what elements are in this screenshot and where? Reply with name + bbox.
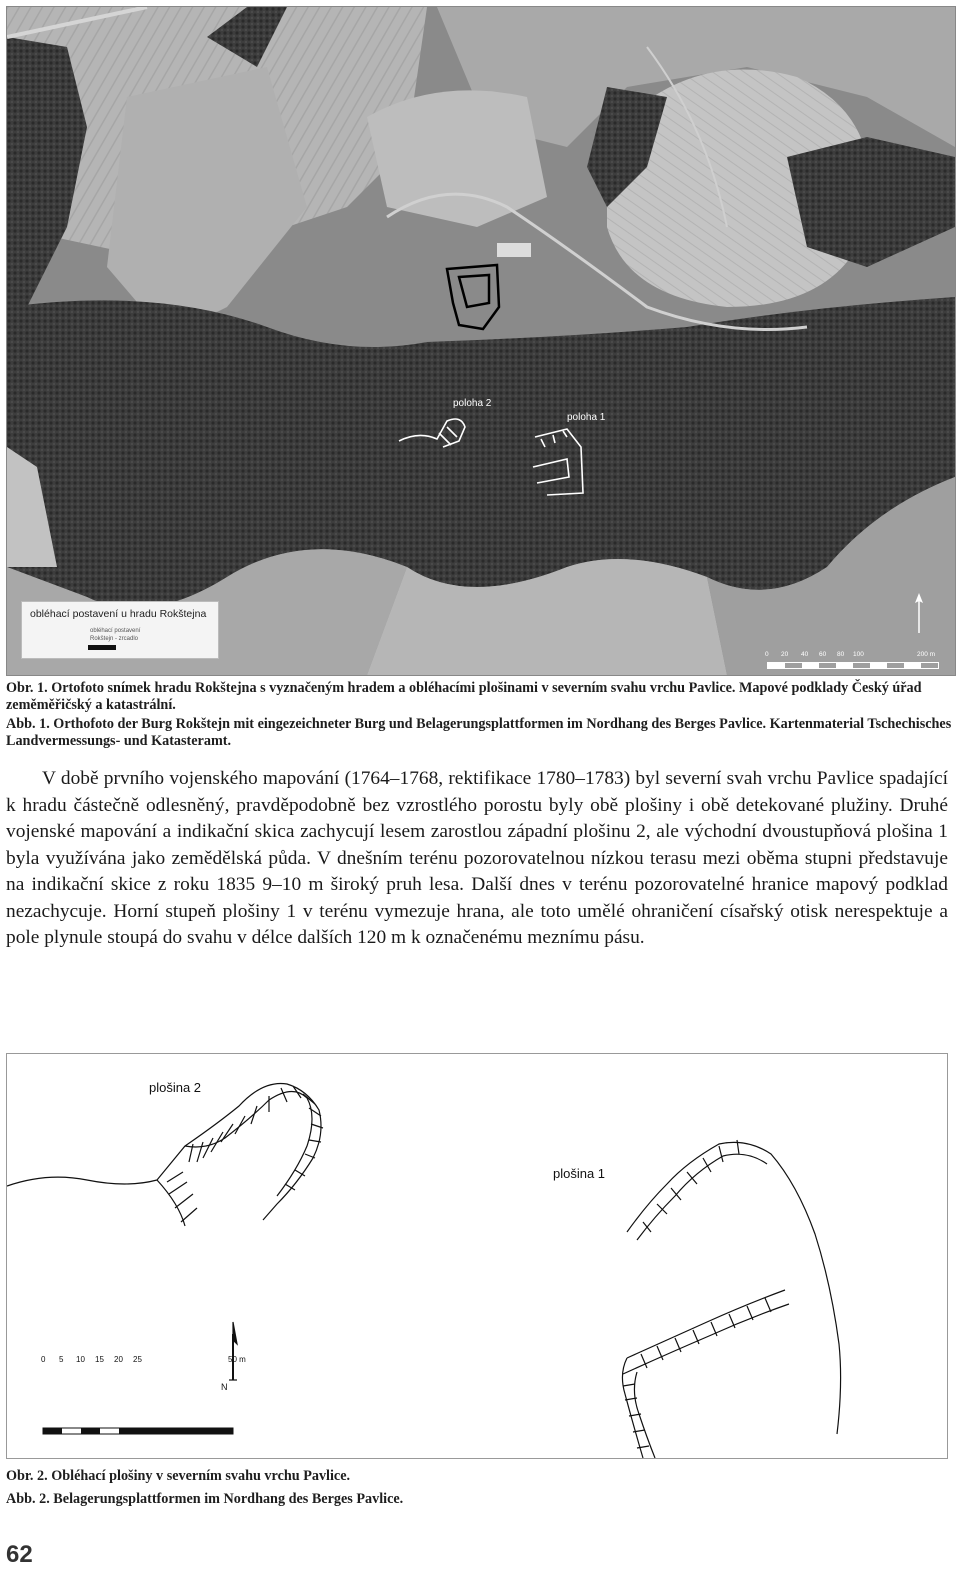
scale-bar xyxy=(765,651,945,673)
scale-tick: 5 xyxy=(59,1355,64,1364)
scale-tick: 20 xyxy=(114,1355,123,1364)
orthophoto-figure xyxy=(6,6,956,676)
scale-tick: 25 xyxy=(133,1355,142,1364)
figure-1-caption-de: Abb. 1. Orthofoto der Burg Rokštejn mit eingezeichneter Burg und Belagerungsplattformen im Nordhang des Berges Pavlice. Kartenmaterial Tschechisches Landvermessungs- und Katasteramt. xyxy=(6,716,952,749)
legend-line-1: obléhací postavení xyxy=(90,628,141,634)
scale-tick: 40 xyxy=(801,651,809,658)
label-plosina-2: plošina 2 xyxy=(149,1080,202,1095)
figure-2-caption-de: Abb. 2. Belagerungsplattformen im Nordhang des Berges Pavlice. xyxy=(6,1491,404,1507)
orthophoto-image xyxy=(7,7,955,675)
scale-bar-graphic xyxy=(767,662,939,669)
north-arrow-icon xyxy=(909,593,929,637)
plan-figure xyxy=(6,1053,948,1459)
scale-tick: 0 xyxy=(765,651,769,658)
legend-swatch xyxy=(88,645,116,650)
figure-2-caption-cz: Obr. 2. Obléhací plošiny v severním svahu vrchu Pavlice. xyxy=(6,1468,351,1484)
label-plosina-1: plošina 1 xyxy=(553,1166,606,1181)
plan-drawing xyxy=(7,1054,947,1458)
map-label-poloha-1: poloha 1 xyxy=(567,412,606,423)
map-label-poloha-2: poloha 2 xyxy=(453,398,492,409)
scale-tick: 200 m xyxy=(917,651,936,658)
scale-tick: 10 xyxy=(76,1355,85,1364)
page-number: 62 xyxy=(6,1541,33,1568)
scale-tick: 0 xyxy=(41,1355,46,1364)
body-paragraph: V době prvního vojenského mapování (1764–1768, rektifikace 1780–1783) byl severní svah vrchu Pavlice spadající k hradu částečně odlesněný, pravděpodobně bez vzrostlého porostu byly obě plošiny i obě detekované plužiny. Druhé vojenské mapování a indikační skica zachycují lesem zarostlou západní plošinu 2, ale východní dvoustupňová plošina 1 byla využívána jako zemědělská půda. V dnešním terénu pozorovatelnou nízkou terasu mezi oběma stupni představuje na indikační skice z roku 1835 9–10 m široký pruh lesa. Další dnes v terénu pozorovatelné hranice mapový podklad nezachycuje. Horní stupeň plošiny 1 v terénu vymezuje hrana, ale toto umělé ohraničení císařský otisk nerespektuje a pole plynule stoupá do svahu v délce dalších 120 m k označenému meznímu pásu. xyxy=(6,768,948,948)
scale-tick: 80 xyxy=(837,651,845,658)
north-label: N xyxy=(221,1382,228,1392)
legend-line-2: Rokštejn - zrcadlo xyxy=(90,636,139,642)
scale-tick: 100 xyxy=(853,651,864,658)
map-legend xyxy=(21,601,219,659)
scale-tick: 60 xyxy=(819,651,827,658)
legend-title: obléhací postavení u hradu Rokštejna xyxy=(30,608,207,620)
scale-tick: 50 m xyxy=(228,1355,246,1364)
scale-tick: 20 xyxy=(781,651,789,658)
scale-tick: 15 xyxy=(95,1355,104,1364)
figure-1-caption-cz: Obr. 1. Ortofoto snímek hradu Rokštejna s vyznačeným hradem a obléhacími plošinami v severním svahu vrchu Pavlice. Mapové podklady Český úřad zeměměřičský a katastrální. xyxy=(6,680,922,713)
plan-scale-bar xyxy=(43,1428,233,1434)
